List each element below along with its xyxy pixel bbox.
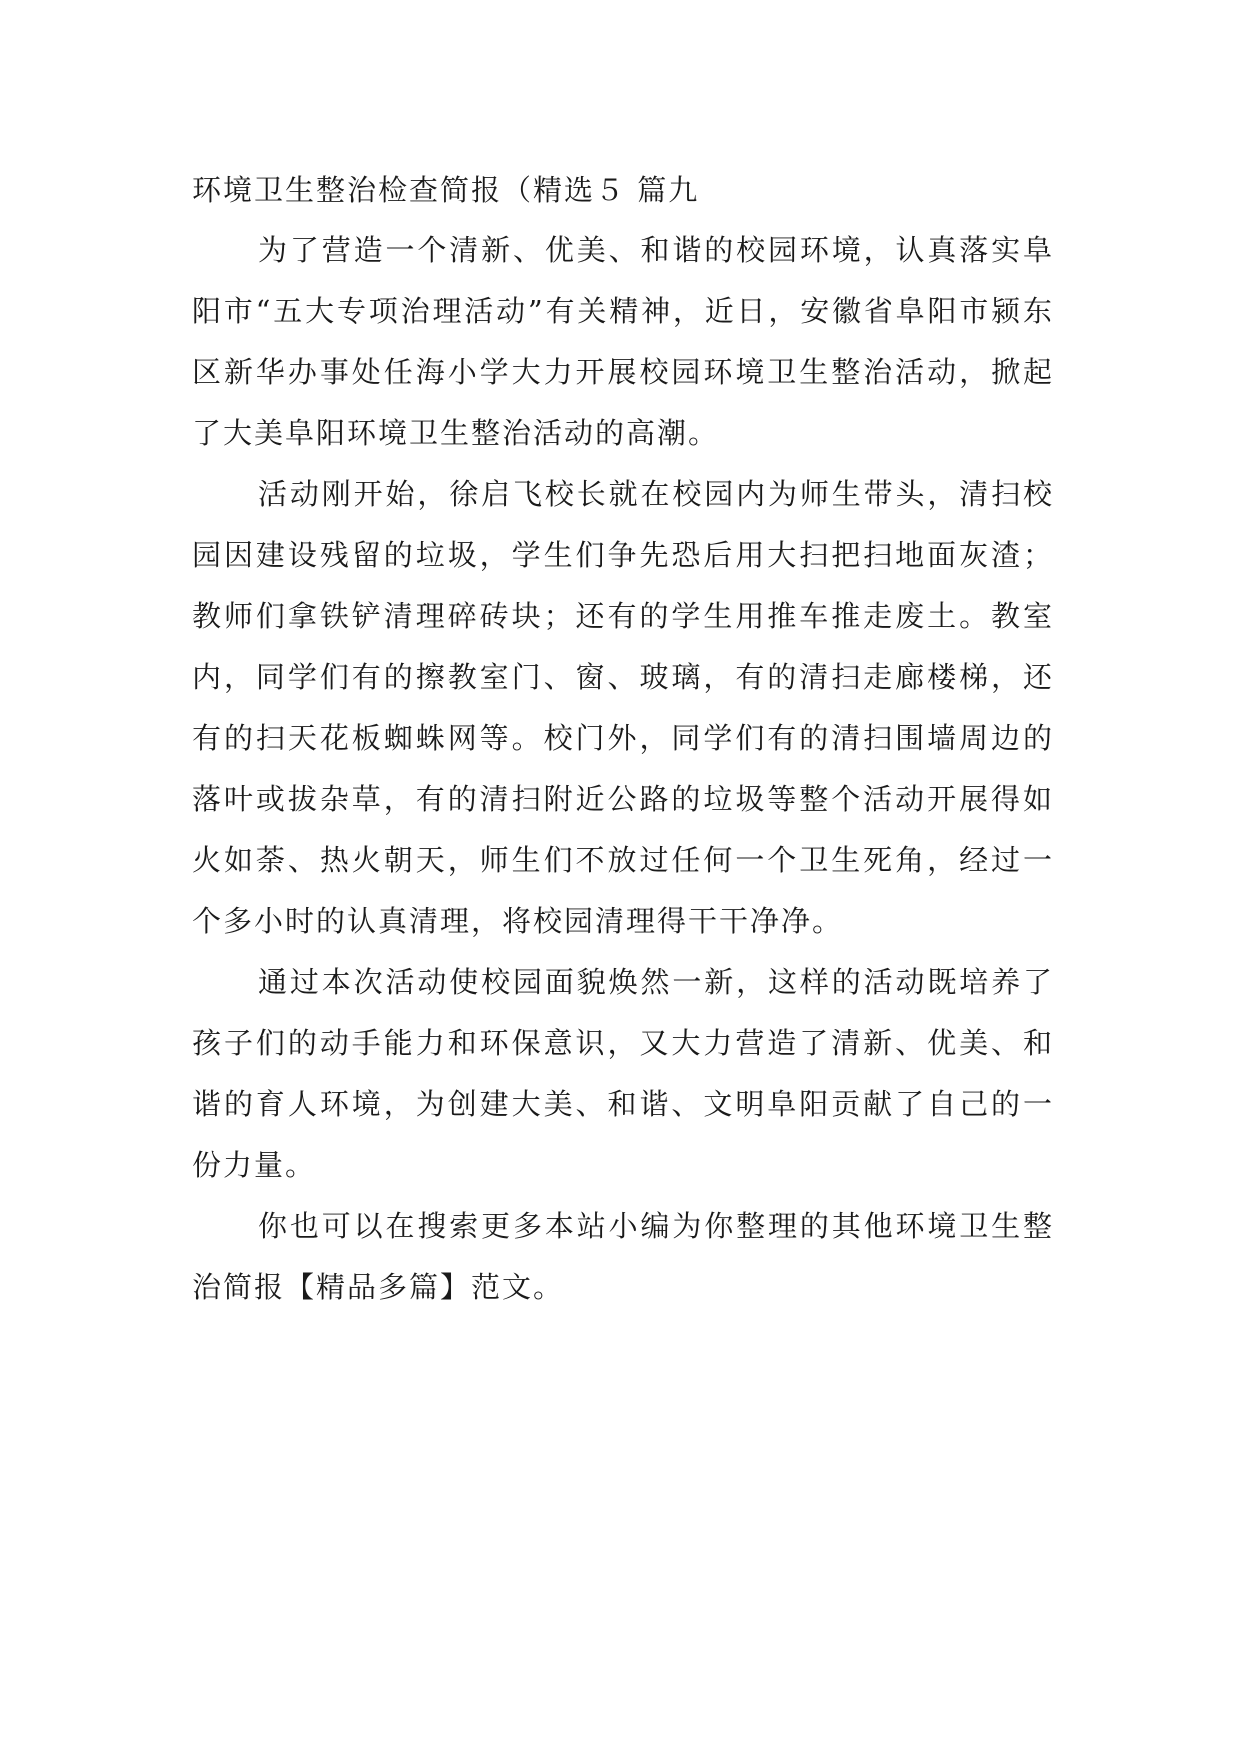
document-heading: 环境卫生整治检查简报（精选５ 篇九 — [192, 173, 700, 207]
paragraph-closing: 你也可以在搜索更多本站小编为你整理的其他环境卫生整治简报【精品多篇】范文。 — [192, 1209, 1054, 1304]
paragraph-result: 通过本次活动使校园面貌焕然一新，这样的活动既培养了孩子们的动手能力和环保意识，又大力营造了清新、优美、和谐的育人环境，为创建大美、和谐、文明阜阳贡献了自己的一份力量。 — [192, 965, 1054, 1182]
document-body — [192, 160, 1054, 1318]
paragraph-activity: 活动刚开始，徐启飞校长就在校园内为师生带头，清扫校园因建设残留的垃圾，学生们争先恐后用大扫把扫地面灰渣；教师们拿铁铲清理碎砖块；还有的学生用推车推走废土。教室内，同学们有的擦教室门、窗、玻璃，有的清扫走廊楼梯，还有的扫天花板蜘蛛网等。校门外，同学们有的清扫围墙周边的落叶或拔杂草，有的清扫附近公路的垃圾等整个活动开展得如火如荼、热火朝天，师生们不放过任何一个卫生死角，经过一个多小时的认真清理，将校园清理得干干净净。 — [192, 477, 1054, 938]
paragraph-intro: 为了营造一个清新、优美、和谐的校园环境，认真落实阜阳市“五大专项治理活动”有关精神，近日，安徽省阜阳市颍东区新华办事处任海小学大力开展校园环境卫生整治活动，掀起了大美阜阳环境卫生整治活动的高潮。 — [192, 233, 1054, 450]
